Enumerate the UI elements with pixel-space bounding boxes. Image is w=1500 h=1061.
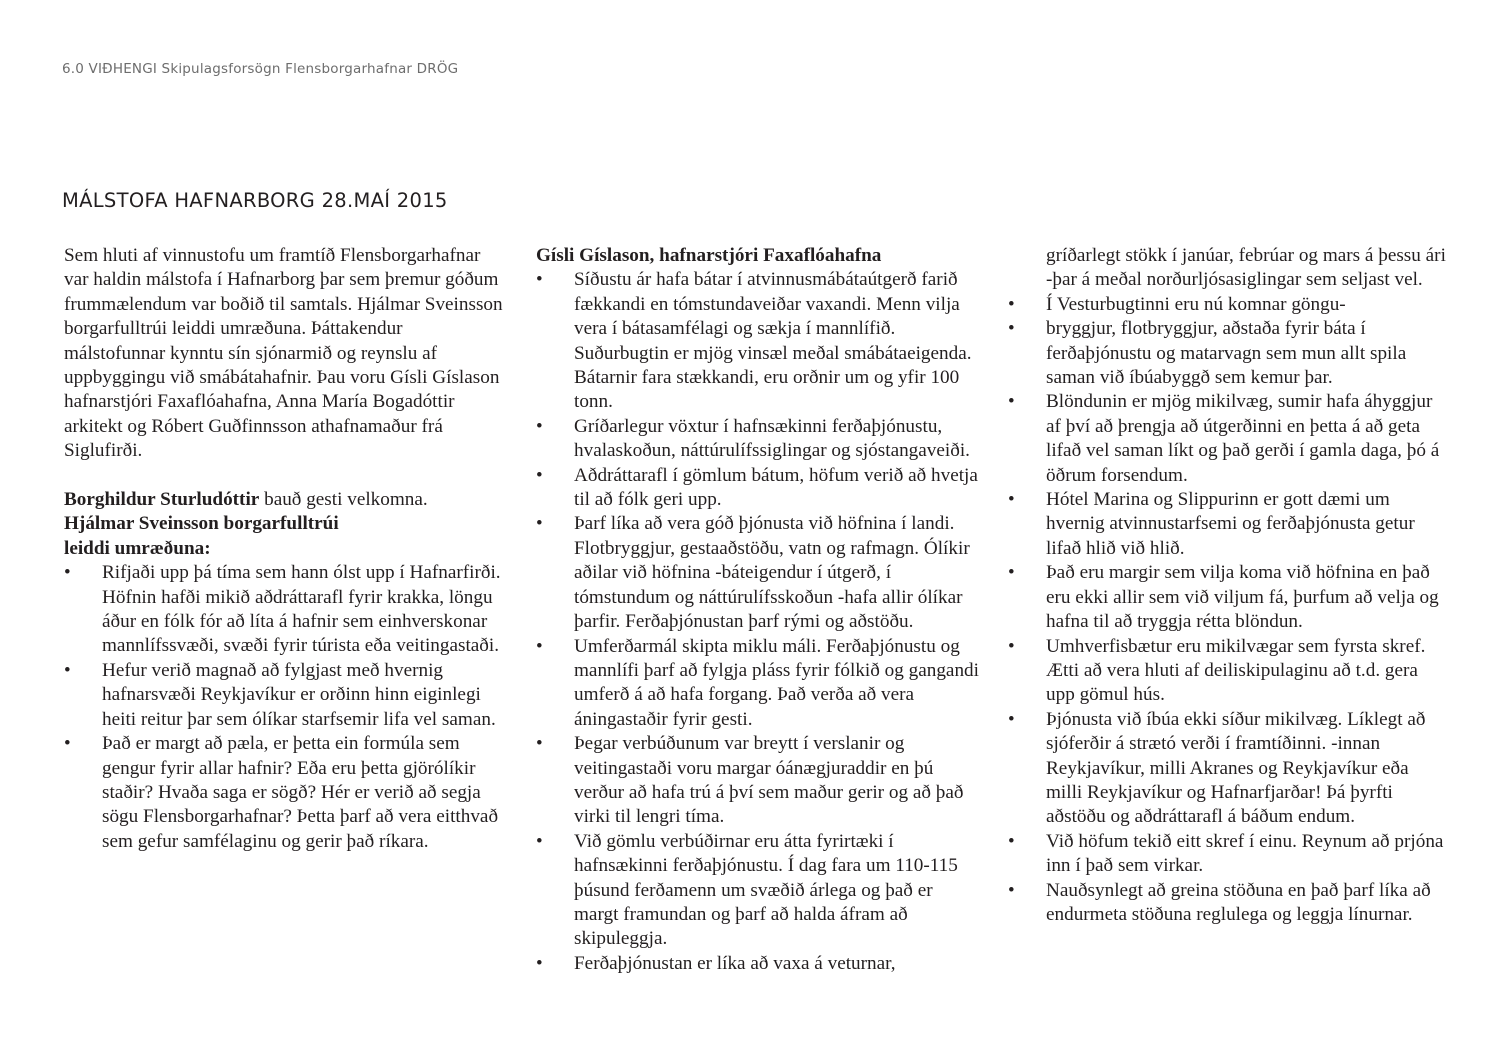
moderator-heading-line1: Hjálmar Sveinsson borgarfulltrúi: [64, 513, 339, 535]
list-item: • Við höfum tekið eitt skref í einu. Reynum að prjóna inn í það sem virkar.: [1008, 830, 1448, 879]
list-item: • Í Vesturbugtinni eru nú komnar göngu-: [1008, 293, 1448, 317]
page-title: MÁLSTOFA HAFNARBORG 28.MAÍ 2015: [62, 189, 448, 212]
list-item: • bryggjur, flotbryggjur, aðstaða fyrir báta í ferðaþjónustu og matarvagn sem mun allt spila saman við íbúabyggð sem kemur þar.: [1008, 317, 1448, 390]
column-2: [536, 244, 981, 976]
moderator-bullet-list: [64, 561, 504, 854]
list-item: • Nauðsynlegt að greina stöðuna en það þarf líka að endurmeta stöðuna reglulega og leggja línurnar.: [1008, 879, 1448, 928]
welcome-text: bauð gesti velkomna.: [259, 489, 428, 511]
column-1: [64, 244, 504, 854]
continued-bullet-list: [1008, 293, 1448, 928]
list-item: • Við gömlu verbúðirnar eru átta fyrirtæki í hafnsækinni ferðaþjónustu. Í dag fara um 110-115 þúsund ferðamenn um svæðið árlega og það er margt framundan og þarf að halda áfram að skipuleggja.: [536, 830, 981, 952]
list-item: • Hefur verið magnað að fylgjast með hvernig hafnarsvæði Reykjavíkur er orðinn hinn eiginlegi heiti reitur þar sem ólíkar starfsemir lifa vel saman.: [64, 659, 504, 732]
list-item: • Umhverfisbætur eru mikilvægar sem fyrsta skref. Ætti að vera hluti af deiliskipulaginu að t.d. gera upp gömul hús.: [1008, 635, 1448, 708]
list-item: • Það er margt að pæla, er þetta ein formúla sem gengur fyrir allar hafnir? Eða eru þetta gjörólíkir staðir? Hvaða saga er sögð? Hér er verið að segja sögu Flensborgarhafnar? Þetta þarf að vera eitthvað sem gefur samfélaginu og gerir það ríkara.: [64, 732, 504, 854]
list-item: • Rifjaði upp þá tíma sem hann ólst upp í Hafnarfirði. Höfnin hafði mikið aðdráttarafl fyrir krakka, löngu áður en fólk fór að líta á hafnir sem einhverskonar mannlífssvæði, svæði fyrir túrista eða veitingastaði.: [64, 561, 504, 659]
list-item: • Þjónusta við íbúa ekki síður mikilvæg. Líklegt að sjóferðir á strætó verði í framtíðinni. -innan Reykjavíkur, milli Akranes og Reykjavíkur eða milli Reykjavíkur og Hafnarfjarðar! Þá þyrfti aðstöðu og aðdráttarafl á báðum endum.: [1008, 708, 1448, 830]
intro-paragraph: Sem hluti af vinnustofu um framtíð Flensborgarhafnar var haldin málstofa í Hafnarborg þar sem þremur góðum frummælendum var boðið til samtals. Hjálmar Sveinsson borgarfulltrúi leiddi umræðuna. Þáttakendur málstofunnar kynntu sín sjónarmið og reynslu af uppbyggingu við smábátahafnir. Þau voru Gísli Gíslason hafnarstjóri Faxaflóahafna, Anna María Bogadóttir arkitekt og Róbert Guðfinnsson athafnamaður frá Siglufirði.: [64, 245, 503, 462]
list-item: • Það eru margir sem vilja koma við höfnina en það eru ekki allir sem við viljum fá, þurfum að velja og hafna til að tryggja rétta blöndun.: [1008, 561, 1448, 634]
speaker-bullet-list: [536, 268, 981, 976]
running-head: 6.0 VIÐHENGI Skipulagsforsögn Flensborgarhafnar DRÖG: [62, 61, 459, 77]
moderator-heading-line2: leiddi umræðuna:: [64, 537, 211, 559]
list-item: • Aðdráttarafl í gömlum bátum, höfum verið að hvetja til að fólk geri upp.: [536, 464, 981, 513]
list-item: • Þarf líka að vera góð þjónusta við höfnina í landi. Flotbryggjur, gestaaðstöðu, vatn og rafmagn. Ólíkir aðilar við höfnina -báteigendur í útgerð, í tómstundum og náttúrulífsskoðun -hafa allir ólíkar þarfir. Ferðaþjónustan þarf rými og aðstöðu.: [536, 512, 981, 634]
continuation-text: gríðarlegt stökk í janúar, febrúar og mars á þessu ári -þar á meðal norðurljósasiglingar sem seljast vel.: [1046, 245, 1446, 291]
column-3: [1008, 244, 1448, 927]
list-item: • Þegar verbúðunum var breytt í verslanir og veitingastaði voru margar óánægjuraddir en þú verður að hafa trú á því sem maður gerir og að það virki til lengri tíma.: [536, 732, 981, 830]
list-item: • Ferðaþjónustan er líka að vaxa á veturnar,: [536, 952, 981, 976]
list-item: • Hótel Marina og Slippurinn er gott dæmi um hvernig atvinnustarfsemi og ferðaþjónusta getur lifað hlið við hlið.: [1008, 488, 1448, 561]
welcome-name: Borghildur Sturludóttir: [64, 489, 260, 511]
spacer: [64, 464, 504, 488]
list-item: • Umferðarmál skipta miklu máli. Ferðaþjónustu og mannlífi þarf að fylgja pláss fyrir fólkið og gangandi umferð á að hafa forgang. Það verða að vera áningastaðir fyrir gesti.: [536, 635, 981, 733]
welcome-paragraph: [64, 488, 504, 512]
list-item: • Blöndunin er mjög mikilvæg, sumir hafa áhyggjur af því að þrengja að útgerðinni en þetta á að geta lifað vel saman líkt og það gerði í gamla daga, þó á öðrum forsendum.: [1008, 390, 1448, 488]
speaker-heading: Gísli Gíslason, hafnarstjóri Faxaflóahafna: [536, 245, 882, 266]
list-item: • Gríðarlegur vöxtur í hafnsækinni ferðaþjónustu, hvalaskoðun, náttúrulífssiglingar og sjóstangaveiði.: [536, 415, 981, 464]
list-item: • Síðustu ár hafa bátar í atvinnusmábátaútgerð farið fækkandi en tómstundaveiðar vaxandi. Menn vilja vera í bátasamfélagi og sækja í mannlífið. Suðurbugtin er mjög vinsæl meðal smábátaeigenda. Bátarnir fara stækkandi, eru orðnir um og yfir 100 tonn.: [536, 268, 981, 414]
